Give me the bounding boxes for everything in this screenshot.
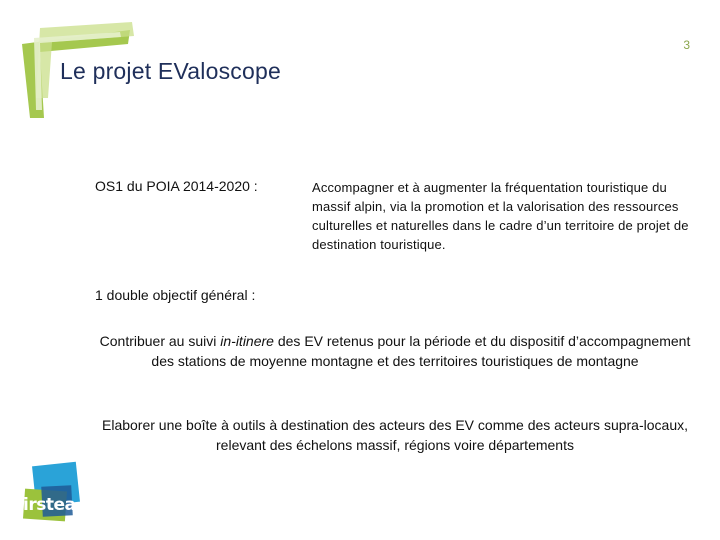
os-label: OS1 du POIA 2014-2020 : — [95, 178, 258, 194]
os-description: Accompagner et à augmenter la fréquentation touristique du massif alpin, via la promotion et la valorisation des ressources culturelles et naturelles dans le cadre d’un territoire de projet de destination touristique. — [312, 180, 689, 252]
objective-bullet-2: Elaborer une boîte à outils à destination des acteurs des EV comme des acteurs supra-locaux, relevant des échelons massif, régions voire départements — [102, 417, 688, 453]
bullet-1-text-after: des EV retenus pour la période et du dispositif d’accompagnement des stations de moyenne montagne et des territoires touristiques de montagne — [151, 333, 691, 369]
objective-heading: 1 double objectif général : — [95, 287, 256, 303]
irstea-logo — [20, 462, 82, 524]
page-number: 3 — [683, 38, 690, 52]
bullet-1-text-before: Contribuer au suivi — [99, 333, 221, 349]
objective-bullet-1 — [95, 331, 695, 371]
logo-wordmark: irstea — [23, 495, 76, 515]
bullet-1-italic: in-itinere — [220, 333, 274, 349]
slide-title: Le projet EValoscope — [60, 58, 281, 84]
